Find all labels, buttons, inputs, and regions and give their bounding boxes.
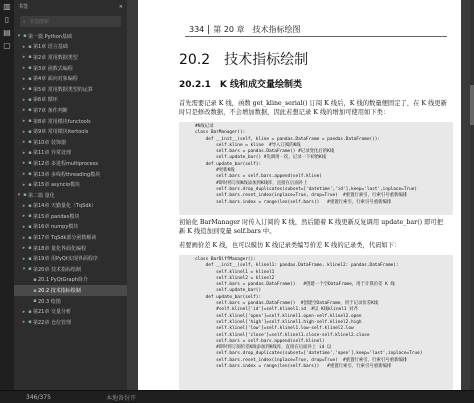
- bookmark-icon: ▪: [28, 149, 32, 156]
- expand-arrow-icon[interactable]: ▸: [22, 308, 26, 315]
- bookmark-label: 20.2 技术指标绘制: [38, 288, 81, 295]
- bookmark-item[interactable]: [14, 285, 127, 296]
- bookmark-item[interactable]: [14, 31, 127, 42]
- running-header: [185, 24, 445, 34]
- code-line: self.bars = pandas.DataFrame() #创建空DataFrame，用于记录价差K线: [195, 301, 379, 307]
- bookmark-item[interactable]: [14, 179, 127, 190]
- bookmark-icon: ▪: [23, 33, 27, 40]
- sidebar-toggle-icon[interactable]: ▥: [3, 2, 11, 11]
- bookmark-icon: ▪: [28, 160, 32, 167]
- code-line: self.bars.reset_index(inplace=True, drop=True) #重置行索引，行索引号重新编排: [195, 357, 408, 363]
- bookmark-icon: ▪: [33, 287, 37, 294]
- bookmark-label: 第19章 用PyQt实现界面程序: [33, 256, 98, 263]
- bookmark-icon: ▪: [28, 107, 32, 114]
- bookmark-panel-header: [14, 0, 127, 13]
- bookmark-search[interactable]: [20, 16, 121, 27]
- bookmark-item[interactable]: [14, 317, 127, 328]
- bookmark-icon: ▪: [28, 234, 32, 241]
- expand-arrow-icon[interactable]: ▸: [22, 107, 26, 114]
- bookmark-item[interactable]: [14, 137, 127, 148]
- expand-arrow-icon[interactable]: ▸: [22, 139, 26, 146]
- bookmark-item[interactable]: [14, 63, 127, 74]
- header-rule: [185, 36, 447, 37]
- paragraph-intro: 首先需要记录 K 线，函数 get_kline_serial() 订阅 K 线后，K 线的数量便固定了，在 K 线更新时只是修改数据，不会增加数据，因此若想记录 K 线的增加可使用如下类：: [179, 100, 448, 116]
- code-line: self.bars.index = range(len(self.bars)) #重置行索引，行索引号重新编排: [195, 199, 392, 205]
- left-tool-rail: [0, 0, 15, 402]
- bookmark-label: 第13章 多线程threading模块: [33, 171, 101, 178]
- bookmark-icon: ▪: [28, 213, 32, 220]
- chapter-header: 第 20 章 技术指标绘图: [213, 24, 301, 34]
- status-tag: 本地备份开: [106, 394, 137, 402]
- close-icon[interactable]: ×: [118, 3, 123, 10]
- bookmark-item[interactable]: [14, 105, 127, 116]
- bookmark-item[interactable]: [14, 211, 127, 222]
- code-line: self.bars.index = range(len(self.bars)) #重置行索引，行索引号重新编排: [195, 364, 392, 370]
- expand-arrow-icon[interactable]: ▸: [22, 202, 26, 209]
- expand-arrow-icon[interactable]: ▸: [22, 54, 26, 61]
- pdf-page: [138, 0, 461, 390]
- bookmark-label: 第二篇 量化: [28, 192, 55, 199]
- expand-arrow-icon[interactable]: ▸: [22, 171, 26, 178]
- code-line: class BarDiffManager():: [195, 257, 256, 262]
- expand-arrow-icon[interactable]: ▸: [22, 43, 26, 50]
- code-line: class BarManager():: [195, 130, 246, 136]
- code-line: self.bars = self.bars.append(self.klinel): [195, 338, 325, 344]
- code-line: self.bars.drop_duplicates(subset=['datetime','id'],keep='last',inplace=True): [195, 186, 418, 192]
- bookmark-label: 第5章 常用数据类型的运算: [33, 86, 93, 93]
- bookmark-panel-title: 书签: [18, 4, 29, 10]
- bookmark-label: 第6章 循环: [33, 97, 58, 104]
- bookmark-icon: ▪: [33, 298, 37, 305]
- bookmark-icon: ▪: [28, 266, 32, 273]
- bookmark-label: 第4章 面向对象编程: [33, 76, 78, 83]
- expand-arrow-icon[interactable]: ▸: [22, 65, 26, 72]
- code-line: self.klinel2 = klinel2: [195, 275, 275, 281]
- bookmark-item[interactable]: [14, 232, 127, 243]
- expand-arrow-icon[interactable]: ▸: [22, 118, 26, 125]
- bookmark-label: 第16章 numpy模块: [33, 224, 79, 231]
- bookmark-label: 第10章 装饰器: [33, 139, 66, 146]
- expand-arrow-icon[interactable]: ▸: [22, 255, 26, 262]
- bookmark-item[interactable]: [14, 243, 127, 254]
- expand-arrow-icon[interactable]: ▸: [22, 245, 26, 252]
- search-input[interactable]: [26, 19, 109, 25]
- code-line: self.bars = pandas.DataFrame() #创建一个空DataFrame，用于计算价差 K 线: [195, 282, 395, 288]
- bookmark-tree: [14, 31, 127, 328]
- bookmark-icon: ▪: [33, 276, 37, 283]
- expand-arrow-icon[interactable]: ▾: [17, 33, 21, 40]
- page-number: 334: [185, 25, 209, 34]
- search-icon: ⌕: [23, 18, 26, 25]
- bookmark-item[interactable]: [14, 42, 127, 53]
- bookmark-label: 第2章 常用数据类型: [33, 54, 78, 61]
- bookmark-item[interactable]: [14, 253, 127, 264]
- bookmark-icon: ▪: [28, 319, 32, 326]
- bookmark-label: 第22章 仓位管理: [33, 319, 71, 326]
- expand-arrow-icon[interactable]: ▸: [22, 234, 26, 241]
- code-line: self.bars.drop_duplicates(subset=['datetime','open'],keep='last',inplace=True): [195, 351, 423, 357]
- bookmark-icon: ▪: [28, 54, 32, 61]
- paragraph-init: 初始化 BarManager 时传入订阅的 K 线，然后随着 K 线更新反复调用 update_bar() 即可把新 K 线追加到变量 self.bars 中。: [179, 219, 443, 235]
- code-line: def __init__(self, kline = pandas.DataFrame = pandas.DataFrame()):: [195, 136, 381, 142]
- page-indicator[interactable]: 346/375: [26, 393, 51, 401]
- bookmark-label: 第18章 量化界面化编程: [33, 245, 86, 252]
- bookmark-icon: ▪: [28, 128, 32, 135]
- bookmark-icon: ▪: [28, 223, 32, 230]
- expand-arrow-icon[interactable]: ▸: [22, 149, 26, 156]
- bookmark-label: 第一篇 Python基础: [28, 33, 72, 40]
- bookmark-icon: ▪: [28, 86, 32, 93]
- code-line: self.bars.reset_index(inplace=True, drop=True) #重置行索引，行索引号重新编排: [195, 193, 408, 199]
- bookmark-label: 第7章 条件判断: [33, 107, 68, 114]
- list-icon[interactable]: ▤: [3, 28, 11, 37]
- bookmark-icon: ▪: [28, 96, 32, 103]
- bookmark-label: 20.3 绘图: [38, 298, 61, 305]
- bookmark-label: 第9章 常用模块itertools: [33, 129, 89, 136]
- expand-arrow-icon[interactable]: ▸: [22, 96, 26, 103]
- code-line: self.klinel['open']=self.klinel1.open-self.klinel2.open: [195, 313, 362, 319]
- expand-arrow-icon[interactable]: ▾: [22, 266, 26, 273]
- bookmark-item[interactable]: [14, 222, 127, 233]
- bookmark-item[interactable]: [14, 169, 127, 180]
- vertical-scrollbar[interactable]: [470, 0, 474, 390]
- code-line: def update_bar(self):: [195, 161, 262, 167]
- code-line: self.klinel1 = klinel1: [195, 269, 275, 275]
- expand-arrow-icon[interactable]: ▸: [22, 128, 26, 135]
- bookmark-item[interactable]: [14, 73, 127, 84]
- bookmark-icon: ▪: [28, 181, 32, 188]
- expand-arrow-icon[interactable]: ▸: [22, 319, 26, 326]
- bookmark-label: 第20章 技术指标绘制: [33, 266, 81, 273]
- code-line: self.update_bar(): [195, 288, 262, 294]
- bookmark-label: 第12章 多进程multiprocess: [33, 160, 98, 167]
- bookmark-label: 第1章 语言基础: [33, 44, 68, 51]
- bookmark-icon: ▪: [28, 65, 32, 72]
- bookmark-item[interactable]: [14, 126, 127, 137]
- bookmark-icon: ▪: [28, 255, 32, 262]
- bookmark-icon: ▪: [28, 245, 32, 252]
- bookmark-item[interactable]: [14, 190, 127, 201]
- code-line: #即时将订阅K线添加到K线库，直接在后面补上: [195, 180, 308, 186]
- code-block-barmanager: [179, 122, 453, 215]
- bookmark-item[interactable]: [14, 52, 127, 63]
- bookmark-item[interactable]: [14, 116, 127, 127]
- bookmark-label: 第21章 交量分析: [33, 309, 71, 316]
- attachment-icon[interactable]: ▢: [3, 41, 11, 50]
- bookmark-icon: ▪: [28, 139, 32, 146]
- code-line: self.klinel['high']=self.klinel1.high-self.klinel2.high: [195, 319, 362, 325]
- expand-arrow-icon[interactable]: ▸: [22, 75, 26, 82]
- expand-arrow-icon[interactable]: ▸: [22, 223, 26, 230]
- bookmark-item[interactable]: [14, 275, 127, 286]
- code-line: self.kline = kline #导入订阅的K线: [195, 142, 301, 148]
- code-line: #self.klinel['id']=self.klinel1.id #以 K线klinel1 对齐: [195, 307, 358, 313]
- bookmark-icon: ▪: [28, 43, 32, 50]
- bookmark-icon: ▪: [28, 308, 32, 315]
- bookmark-label: 第11章 异常处理: [33, 150, 71, 157]
- bookmark-icon: ▪: [28, 171, 32, 178]
- bookmark-icon: ▪: [23, 192, 27, 199]
- bookmark-label: 第14章 天勤量化（TqSdk）: [33, 203, 97, 210]
- status-bar: [0, 390, 474, 403]
- code-line: self.bars = self.bars.append(self.kline): [195, 174, 322, 180]
- code-line: self.update_bar() #先调用一次，记录一下初始K线: [195, 155, 327, 161]
- bookmark-panel: [14, 0, 128, 390]
- bookmark-label: 第8章 常用模块functools: [33, 118, 91, 125]
- code-line: def update_bar(self):: [195, 294, 262, 300]
- document-viewer: [127, 0, 474, 390]
- bookmark-label: 第15章 asyncio模块: [33, 182, 80, 189]
- code-line: self.bars = pandas.DataFrame() #记录变化后的K线: [195, 149, 335, 155]
- expand-arrow-icon[interactable]: ▸: [22, 181, 26, 188]
- bookmark-label: 第3章 函数式编程: [33, 65, 73, 72]
- scroll-thumb[interactable]: [470, 85, 474, 125]
- bookmark-label: 20.1 PyQtGraph简介: [38, 277, 88, 284]
- paragraph-diff: 若要画价差 K 线，也可以模仿 K 线记录类编写价差 K 线的记录类，代码如下：: [179, 242, 401, 249]
- expand-arrow-icon[interactable]: ▸: [22, 160, 26, 167]
- section-title: 20.2 技术指标绘制: [179, 52, 309, 68]
- bookmark-item[interactable]: [14, 95, 127, 106]
- expand-arrow-icon[interactable]: ▾: [17, 192, 21, 199]
- code-line: #更新K线: [195, 168, 235, 174]
- bookmark-icon: ▪: [28, 75, 32, 82]
- bookmark-item[interactable]: [14, 296, 127, 307]
- bookmark-icon[interactable]: ▯: [4, 15, 10, 24]
- bookmark-label: 第15章 pandas模块: [33, 213, 80, 220]
- expand-arrow-icon[interactable]: ▸: [22, 213, 26, 220]
- subsection-title: 20.2.1 K 线和成交量绘制类: [179, 80, 302, 90]
- bookmark-item[interactable]: [14, 201, 127, 212]
- bookmark-icon: ▪: [28, 118, 32, 125]
- bookmark-item[interactable]: [14, 148, 127, 159]
- expand-arrow-icon[interactable]: ▸: [22, 86, 26, 93]
- code-block-bardiffmanager: [179, 255, 453, 390]
- bookmark-icon: ▪: [28, 202, 32, 209]
- code-line: #K线记录: [195, 124, 214, 129]
- bookmark-item[interactable]: [14, 264, 127, 275]
- code-line: self.klinel['low']=self.klinel1.low-self.klinel2.low: [195, 326, 354, 332]
- bookmark-item[interactable]: [14, 84, 127, 95]
- bookmark-item[interactable]: [14, 306, 127, 317]
- bookmark-item[interactable]: [14, 158, 127, 169]
- bookmark-label: 第17章 TqSdk部分函数解读: [33, 235, 97, 242]
- code-line: def __init__(self, klinel1: pandas.DataFrame, klinel2: pandas.DataFrame):: [195, 263, 399, 269]
- code-line: #即时将订阅价差K线添加到K线库，直接在后面补上 id 以: [195, 345, 332, 351]
- code-line: self.klinel['close']=self.klinel1.close-self.klinel2.close: [195, 332, 370, 338]
